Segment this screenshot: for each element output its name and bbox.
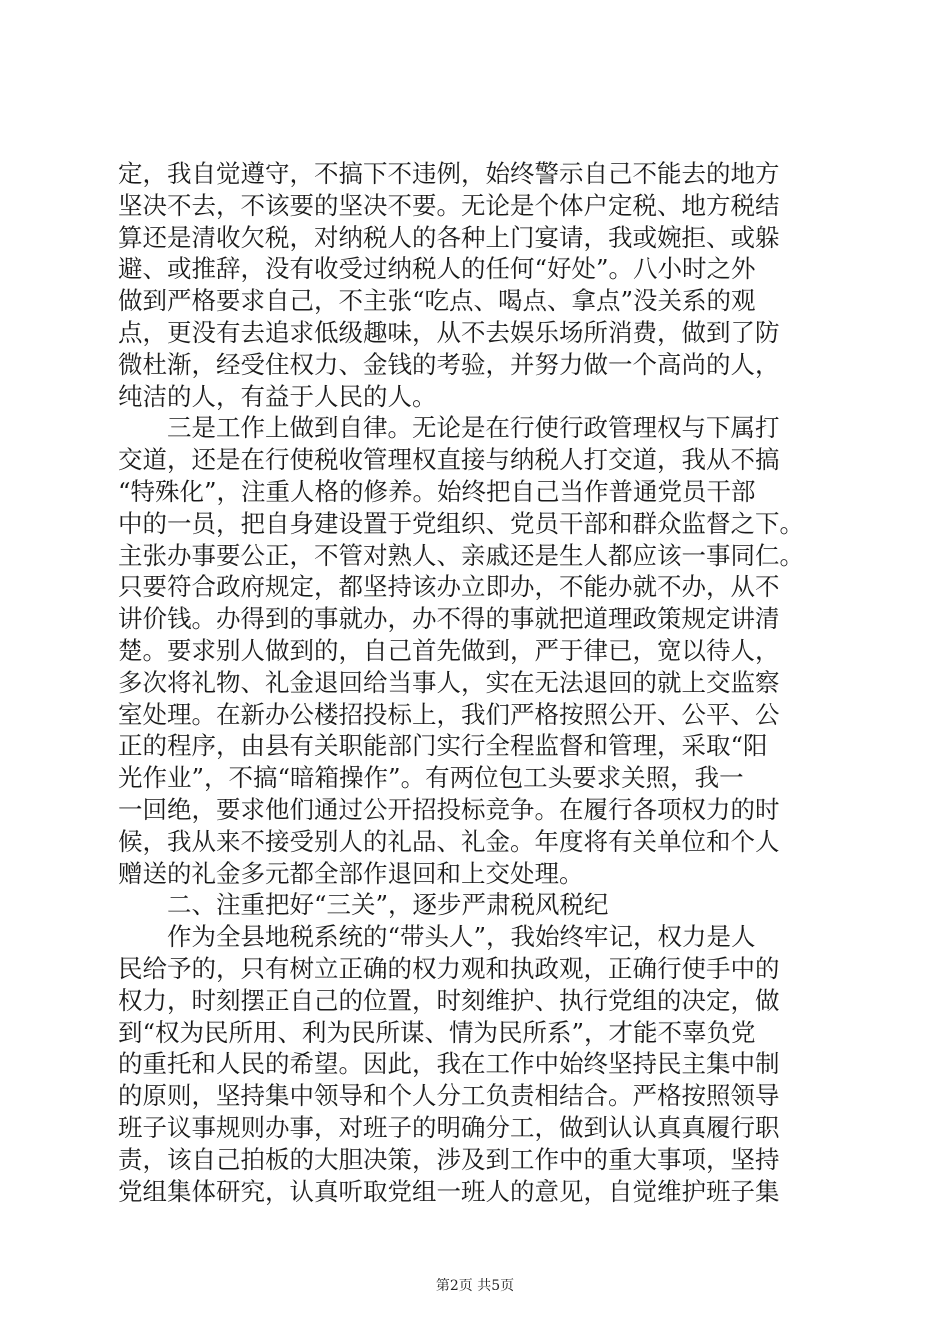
text-line: 到“权为民所用、利为民所谋、情为民所系”，才能不辜负党: [118, 1017, 756, 1047]
text-line: 楚。要求别人做到的，自己首先做到，严于律已，宽以待人，: [118, 635, 780, 665]
text-line: 算还是清收欠税，对纳税人的各种上门宴请，我或婉拒、或躲: [118, 222, 780, 252]
text-line: 只要符合政府规定，都坚持该办立即办，不能办就不办，从不: [118, 572, 780, 602]
text-line: 一回绝，要求他们通过公开招投标竞争。在履行各项权力的时: [118, 794, 780, 824]
text-line: 避、或推辞，没有收受过纳税人的任何“好处”。八小时之外: [118, 254, 756, 284]
text-line: 的重托和人民的希望。因此，我在工作中始终坚持民主集中制: [118, 1049, 780, 1079]
text-line: 候，我从来不接受别人的礼品、礼金。年度将有关单位和个人: [118, 826, 780, 856]
text-line: 作为全县地税系统的“带头人”，我始终牢记，权力是人: [118, 922, 756, 952]
text-line: 光作业”，不搞“暗箱操作”。有两位包工头要求关照，我一: [118, 763, 744, 793]
text-line: 的原则，坚持集中领导和个人分工负责相结合。严格按照领导: [118, 1081, 780, 1111]
text-line: 三是工作上做到自律。无论是在行使行政管理权与下属打: [118, 413, 780, 443]
text-line: 民给予的，只有树立正确的权力观和执政观，正确行使手中的: [118, 953, 780, 983]
text-line: 班子议事规则办事，对班子的明确分工，做到认认真真履行职: [118, 1112, 780, 1142]
text-line: 权力，时刻摆正自己的位置，时刻维护、执行党组的决定，做: [118, 985, 780, 1015]
text-line: 定，我自觉遵守，不搞下不违例，始终警示自己不能去的地方: [118, 159, 780, 188]
section-heading: 二、注重把好“三关”，逐步严肃税风税纪: [118, 890, 609, 920]
text-line: 做到严格要求自己，不主张“吃点、喝点、拿点”没关系的观: [118, 286, 756, 316]
text-line: 坚决不去，不该要的坚决不要。无论是个体户定税、地方税结: [118, 190, 780, 220]
text-line: 讲价钱。办得到的事就办，办不得的事就把道理政策规定讲清: [118, 604, 780, 634]
text-line: 赠送的礼金多元都全部作退回和上交处理。: [118, 858, 584, 888]
text-line: 微杜渐，经受住权力、金钱的考验，并努力做一个高尚的人，: [118, 349, 780, 379]
text-line: 纯洁的人，有益于人民的人。: [118, 381, 437, 411]
document-body: [118, 158, 838, 1207]
text-line: 多次将礼物、礼金退回给当事人，实在无法退回的就上交监察: [118, 667, 780, 697]
text-line: 党组集体研究，认真听取党组一班人的意见，自觉维护班子集: [118, 1176, 780, 1206]
text-line: 点，更没有去追求低级趣味，从不去娱乐场所消费，做到了防: [118, 317, 780, 347]
text-line: 责，该自己拍板的大胆决策，涉及到工作中的重大事项，坚持: [118, 1144, 780, 1174]
text-line: “特殊化”，注重人格的修养。始终把自己当作普通党员干部: [118, 476, 756, 506]
text-line: 室处理。在新办公楼招投标上，我们严格按照公开、公平、公: [118, 699, 780, 729]
text-line: 主张办事要公正，不管对熟人、亲戚还是生人都应该一事同仁。: [118, 540, 804, 570]
text-line: 交道，还是在行使税收管理权直接与纳税人打交道，我从不搞: [118, 445, 780, 475]
page-number-footer: 第2页 共5页: [435, 1278, 515, 1294]
text-line: 正的程序，由县有关职能部门实行全程监督和管理，采取“阳: [118, 731, 768, 761]
text-line: 中的一员，把自身建设置于党组织、党员干部和群众监督之下。: [118, 508, 804, 538]
